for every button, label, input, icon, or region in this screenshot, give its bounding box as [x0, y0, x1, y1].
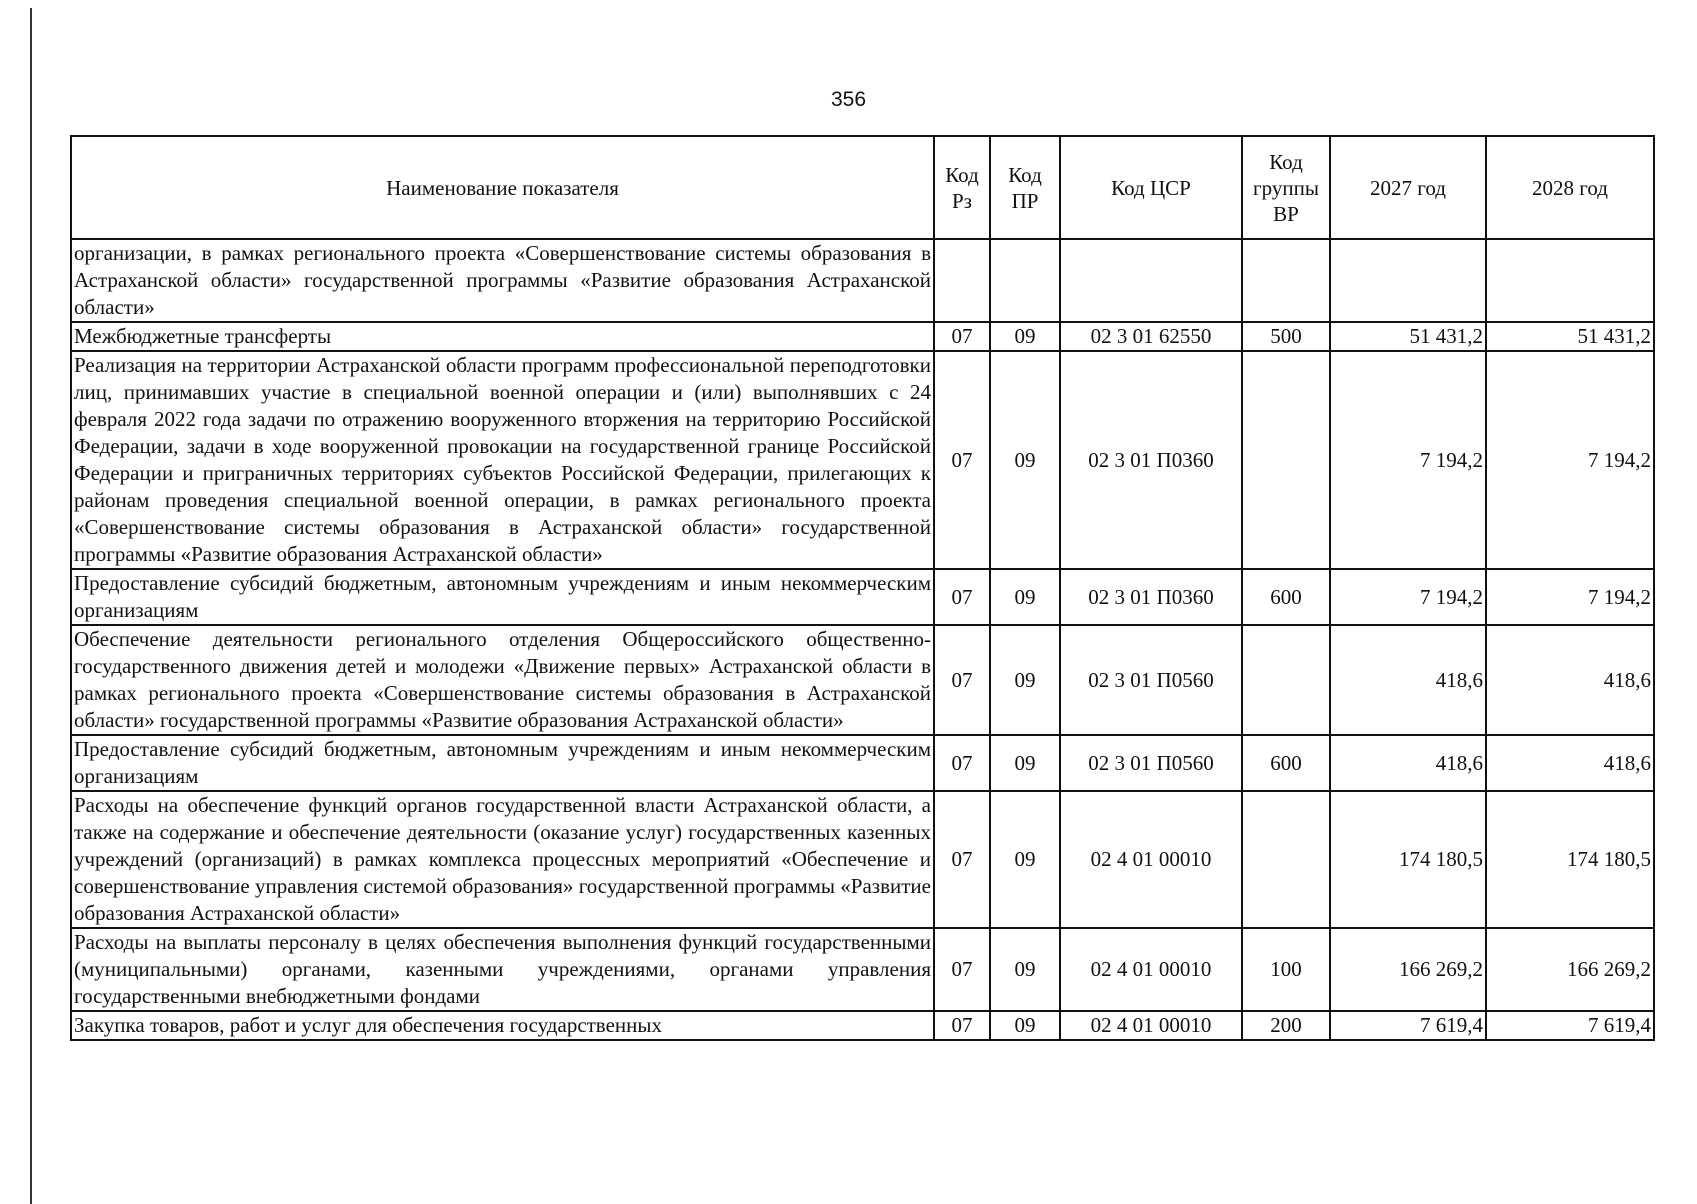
- row-csr: 02 3 01 П0560: [1060, 625, 1242, 735]
- row-vr: [1242, 625, 1330, 735]
- table-row: [71, 1011, 1654, 1040]
- row-2028: 51 431,2: [1486, 322, 1654, 351]
- row-rz: 07: [934, 735, 990, 791]
- row-name: Обеспечение деятельности регионального отделения Общероссийского общественно-государственного движения детей и молодежи «Движение первых» Астраханской области в рамках регионального проекта «Совершенствование системы образования в Астраханской области» государственной программы «Развитие образования Астраханской области»: [71, 625, 934, 735]
- row-pr: 09: [990, 351, 1060, 569]
- row-vr: 500: [1242, 322, 1330, 351]
- row-csr: 02 3 01 П0560: [1060, 735, 1242, 791]
- row-rz: 07: [934, 569, 990, 625]
- row-name: Расходы на обеспечение функций органов государственной власти Астраханской области, а также на содержание и обеспечение деятельности (оказание услуг) государственных казенных учреждений (организаций) в рамках комплекса процессных мероприятий «Обеспечение и совершенствование управления системой образования» государственной программы «Развитие образования Астраханской области»: [71, 791, 934, 928]
- row-pr: 09: [990, 791, 1060, 928]
- table-row: [71, 928, 1654, 1011]
- row-2028: 418,6: [1486, 625, 1654, 735]
- row-pr: 09: [990, 735, 1060, 791]
- row-csr: 02 3 01 П0360: [1060, 351, 1242, 569]
- left-margin-line: [30, 8, 32, 1204]
- row-2028: 7 194,2: [1486, 569, 1654, 625]
- header-2027: 2027 год: [1330, 136, 1486, 239]
- header-csr: Код ЦСР: [1060, 136, 1242, 239]
- row-2027: 7 194,2: [1330, 351, 1486, 569]
- row-2027: 51 431,2: [1330, 322, 1486, 351]
- row-2028: [1486, 239, 1654, 322]
- row-rz: 07: [934, 791, 990, 928]
- header-rz: Код Рз: [934, 136, 990, 239]
- row-csr: 02 4 01 00010: [1060, 928, 1242, 1011]
- row-2028: 174 180,5: [1486, 791, 1654, 928]
- row-2027: 418,6: [1330, 735, 1486, 791]
- table-row: [71, 239, 1654, 322]
- header-vr: Код группы ВР: [1242, 136, 1330, 239]
- row-rz: 07: [934, 1011, 990, 1040]
- row-rz: 07: [934, 625, 990, 735]
- table-row: [71, 791, 1654, 928]
- row-2027: 166 269,2: [1330, 928, 1486, 1011]
- header-pr: Код ПР: [990, 136, 1060, 239]
- row-csr: 02 4 01 00010: [1060, 791, 1242, 928]
- row-rz: [934, 239, 990, 322]
- table-row: [71, 322, 1654, 351]
- header-2028: 2028 год: [1486, 136, 1654, 239]
- row-vr: [1242, 351, 1330, 569]
- row-vr: 100: [1242, 928, 1330, 1011]
- row-rz: 07: [934, 351, 990, 569]
- row-2027: 174 180,5: [1330, 791, 1486, 928]
- row-vr: 600: [1242, 735, 1330, 791]
- row-name: Межбюджетные трансферты: [71, 322, 934, 351]
- row-vr: [1242, 239, 1330, 322]
- header-name: Наименование показателя: [71, 136, 934, 239]
- row-pr: 09: [990, 928, 1060, 1011]
- row-name: Реализация на территории Астраханской области программ профессиональной переподготовки лиц, принимавших участие в специальной военной операции и (или) выполнявших с 24 февраля 2022 года задачи по отражению вооруженного вторжения на территорию Российской Федерации, задачи в ходе вооруженной провокации на государственной границе Российской Федерации и приграничных территориях субъектов Российской Федерации, прилегающих к районам проведения специальной военной операции, в рамках регионального проекта «Совершенствование системы образования в Астраханской области» государственной программы «Развитие образования Астраханской области»: [71, 351, 934, 569]
- row-vr: [1242, 791, 1330, 928]
- row-rz: 07: [934, 928, 990, 1011]
- row-csr: 02 3 01 П0360: [1060, 569, 1242, 625]
- row-pr: 09: [990, 1011, 1060, 1040]
- row-vr: 600: [1242, 569, 1330, 625]
- table-row: [71, 735, 1654, 791]
- table-row: [71, 569, 1654, 625]
- row-name: Предоставление субсидий бюджетным, автономным учреждениям и иным некоммерческим организациям: [71, 569, 934, 625]
- row-pr: [990, 239, 1060, 322]
- row-name: Закупка товаров, работ и услуг для обеспечения государственных: [71, 1011, 934, 1040]
- row-csr: 02 3 01 62550: [1060, 322, 1242, 351]
- page-number: 356: [830, 88, 867, 111]
- row-pr: 09: [990, 625, 1060, 735]
- row-name: Расходы на выплаты персоналу в целях обеспечения выполнения функций государственными (муниципальными) органами, казенными учреждениями, органами управления государственными внебюджетными фондами: [71, 928, 934, 1011]
- row-2027: 418,6: [1330, 625, 1486, 735]
- row-name: организации, в рамках регионального проекта «Совершенствование системы образования в Астраханской области» государственной программы «Развитие образования Астраханской области»: [71, 239, 934, 322]
- table-row: [71, 625, 1654, 735]
- table-row: [71, 351, 1654, 569]
- row-csr: [1060, 239, 1242, 322]
- row-2028: 7 619,4: [1486, 1011, 1654, 1040]
- row-2028: 418,6: [1486, 735, 1654, 791]
- row-vr: 200: [1242, 1011, 1330, 1040]
- row-pr: 09: [990, 322, 1060, 351]
- row-pr: 09: [990, 569, 1060, 625]
- row-2028: 166 269,2: [1486, 928, 1654, 1011]
- row-name: Предоставление субсидий бюджетным, автономным учреждениям и иным некоммерческим организациям: [71, 735, 934, 791]
- budget-table: [70, 135, 1655, 1041]
- row-2027: 7 194,2: [1330, 569, 1486, 625]
- row-2028: 7 194,2: [1486, 351, 1654, 569]
- row-csr: 02 4 01 00010: [1060, 1011, 1242, 1040]
- row-rz: 07: [934, 322, 990, 351]
- table-header-row: [71, 136, 1654, 239]
- row-2027: [1330, 239, 1486, 322]
- row-2027: 7 619,4: [1330, 1011, 1486, 1040]
